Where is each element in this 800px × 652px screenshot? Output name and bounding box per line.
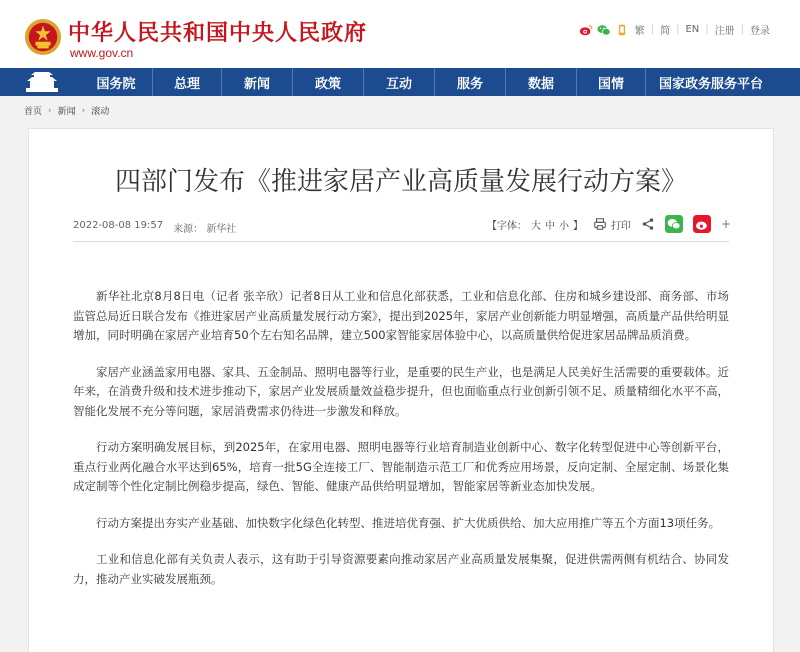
breadcrumb-home[interactable]: 首页	[24, 107, 43, 117]
share-icon[interactable]	[641, 217, 655, 231]
link-login[interactable]: 登录	[750, 26, 770, 37]
article-meta	[73, 220, 236, 235]
article-paragraph: 工业和信息化部有关负责人表示，这有助于引导资源要素向推动家居产业高质量发展集聚，促进供需两侧有机结合、协同发力，推动产业实破发展瓶颈。	[73, 552, 729, 586]
top-links	[579, 22, 770, 37]
source-name: 新华社	[206, 224, 237, 235]
nav-item-policy[interactable]: 政策	[314, 76, 341, 92]
social-links	[579, 23, 629, 37]
link-traditional[interactable]: 繁	[634, 26, 645, 37]
divider: |	[650, 24, 655, 35]
nav-item-service-platform[interactable]: 国家政务服务平台	[658, 76, 763, 92]
divider: |	[676, 24, 680, 35]
article-panel	[28, 128, 774, 652]
font-size-control	[487, 217, 583, 232]
more-share-icon[interactable]: +	[720, 217, 731, 231]
site-url[interactable]: www.gov.cn	[70, 46, 134, 60]
article-source	[173, 220, 236, 235]
site-title[interactable]: 中华人民共和国中央人民政府	[68, 21, 368, 46]
wechat-share-icon[interactable]	[665, 215, 683, 233]
breadcrumb	[24, 104, 109, 117]
chevron-right-icon: ›	[48, 105, 52, 116]
print-label: 打印	[610, 220, 631, 232]
article-paragraph: 行动方案明确发展目标，到2025年，在家用电器、照明电器等行业培育制造业创新中心、数字化转型促进中心等创新平台，重点行业两化融合水平达到65%，培育一批5G全连接工厂、智能制造示范工厂和优秀应用场景，反向定制、全屋定制、场景化集成定制等个性化定制比例稳步提高，绿色、智能、健康产品供给明显增加，智能家居等新业态加快发展。	[73, 440, 729, 493]
nav-item-interaction[interactable]: 互动	[385, 76, 412, 92]
article-body	[73, 287, 729, 606]
nav-items	[80, 68, 786, 96]
nav-item-national-conditions[interactable]: 国情	[597, 76, 624, 92]
chevron-right-icon: ›	[81, 105, 86, 116]
article-paragraph: 行动方案提出夯实产业基础、加快数字化绿色化转型、推进培优育强、扩大优质供给、加大应用推广等五个方面13项任务。	[96, 515, 721, 530]
breadcrumb-rolling[interactable]: 滚动	[91, 107, 110, 117]
weibo-icon[interactable]	[579, 23, 593, 37]
wechat-icon[interactable]	[597, 23, 611, 37]
nav-item-premier[interactable]: 总理	[173, 76, 200, 92]
mobile-icon[interactable]	[615, 23, 629, 37]
source-label: 来源：	[173, 224, 204, 235]
title-divider	[73, 241, 729, 242]
breadcrumb-news[interactable]: 新闻	[57, 107, 76, 117]
tiananmen-icon[interactable]	[22, 70, 62, 94]
article-paragraph: 新华社北京8月8日电（记者 张辛欣）记者8日从工业和信息化部获悉，工业和信息化部、住房和城乡建设部、商务部、市场监管总局近日联合发布《推进家居产业高质量发展行动方案》，提出到2025年，家居产业创新能力明显增强，高质量产品供给明显增加，同时明确在家居产业培育50个左右知名品牌，建立500家智能家居体验中心，以高质量供给促进家居品牌品质消费。	[73, 289, 730, 342]
divider: |	[740, 24, 744, 35]
link-english[interactable]: EN	[685, 24, 700, 35]
print-button[interactable]	[593, 217, 631, 232]
article-tools	[487, 215, 731, 233]
font-size-small-button[interactable]: 小	[558, 220, 569, 232]
nav-item-news[interactable]: 新闻	[243, 76, 270, 92]
font-size-large-button[interactable]: 大	[530, 220, 541, 232]
national-emblem-icon[interactable]	[24, 18, 62, 56]
link-simplified[interactable]: 简	[660, 26, 671, 37]
printer-icon	[593, 217, 607, 231]
site-header	[0, 0, 800, 68]
nav-item-services[interactable]: 服务	[456, 76, 483, 92]
font-size-label: 【字体：	[486, 220, 527, 232]
nav-item-state-council[interactable]: 国务院	[96, 76, 136, 92]
link-register[interactable]: 注册	[714, 26, 735, 37]
font-size-medium-button[interactable]: 中	[544, 220, 555, 232]
article-date: 2022-08-08 19:57	[73, 220, 164, 231]
weibo-share-icon[interactable]	[693, 215, 711, 233]
main-nav	[0, 68, 800, 96]
divider: |	[705, 24, 709, 35]
article-title: 四部门发布《推进家居产业高质量发展行动方案》	[114, 167, 687, 197]
article-paragraph: 家居产业涵盖家用电器、家具、五金制品、照明电器等行业，是重要的民生产业，也是满足人民美好生活需要的重要载体。近年来，在消费升级和技术进步推动下，家居产业发展质量效益稳步提升，但也面临重点行业创新引领不足、质量精细化水平不高，智能化发展不充分等问题，家居消费需求仍待进一步激发和释放。	[73, 364, 729, 418]
nav-item-data[interactable]: 数据	[527, 76, 554, 92]
font-size-end: 】	[572, 220, 583, 232]
